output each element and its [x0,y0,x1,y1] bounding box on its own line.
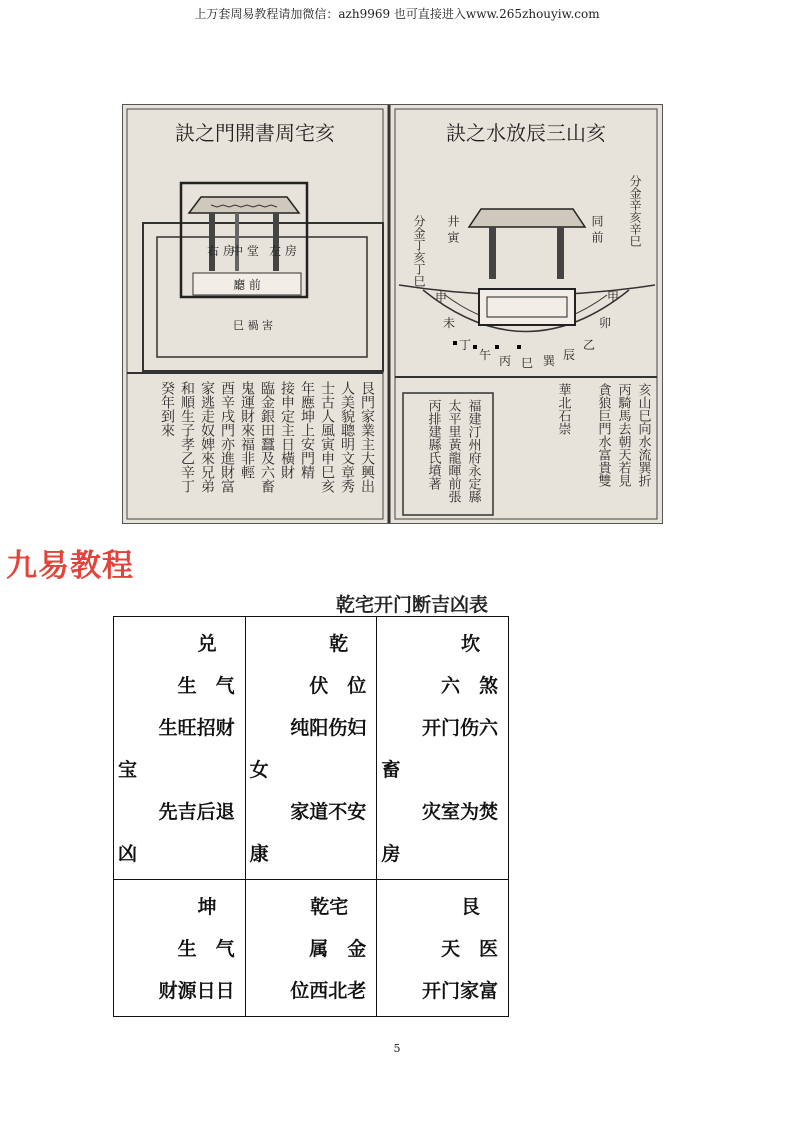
dial-label: 卯 [599,316,612,330]
text-column: 年應坤上安門精 [299,381,315,479]
text-column: 士古人風寅申巳亥 [319,381,335,493]
text-column: 丙排建縣氏墳著 [425,399,441,490]
dial-label: 巳 [521,356,534,370]
cell-kun [114,880,246,1017]
cell-line: 天 医 [440,938,498,960]
right-label-col3: 同 前 [590,215,604,243]
text-column: 和順生子孝乙辛丁 [179,381,195,493]
dial-label: 申 [435,290,448,304]
cell-line: 伏 位 [309,675,367,697]
dial-label: 辰 [563,348,576,362]
cell-line: 生旺招财 [158,717,235,739]
text-column: 太平里黃龍暉前張 [445,399,461,503]
cell-dui [114,617,246,880]
text-column: 福建汀州府永定縣 [465,399,481,503]
dial-label: 丙 [499,354,512,368]
brand-logo-text: 九易教程 [6,548,134,584]
text-column: 華北石崇 [555,383,571,435]
cell-line: 财源日日 [158,980,235,1002]
cell-head: 乾宅 [310,896,349,918]
text-column: 艮門家業主大興出 [359,381,375,493]
cell-line: 开门伤六 [421,717,498,739]
text-column: 接申定主日橫財 [279,381,295,479]
text-column: 酉辛戌門亦進財富 [219,381,235,493]
cell-line: 生 气 [177,675,235,697]
cell-qian [245,617,377,880]
label-bottom-note: 巳 禍 害 [233,319,273,332]
label-left-room: 右 房 [207,244,235,258]
text-column: 癸年到來 [159,381,175,437]
cell-line: 宝 [118,759,138,781]
cell-line: 属 金 [309,938,367,960]
text-column: 亥山巳向水流巽折 [635,383,651,487]
cell-line: 房 [381,843,401,865]
left-diagram-title: 訣之門開書周宅亥 [175,121,335,145]
table-title: 乾宅开门断吉凶表 [336,594,489,616]
page-header: 上万套周易教程请加微信：azh9969 也可直接进入www.265zhouyiw.com [194,7,600,21]
scanned-classical-diagram [122,104,663,524]
cell-qian-house [245,880,377,1017]
cell-line: 凶 [118,843,138,865]
right-diagram-title: 訣之水放辰三山亥 [446,121,606,145]
page-number: 5 [393,1042,401,1055]
cell-line: 康 [249,843,269,865]
cell-head: 兑 [197,633,217,655]
cell-line: 开门家富 [421,980,498,1002]
text-column: 貪狼巨門水富貴雙 [595,383,611,487]
cell-kan [377,617,509,880]
cell-head: 乾 [329,633,349,655]
table-row [114,617,509,880]
cell-gen [377,880,509,1017]
dial-label: 午 [479,348,492,362]
cell-line: 六 煞 [440,675,498,697]
cell-line: 生 气 [177,938,235,960]
scan-artwork [123,105,662,523]
cell-line: 女 [249,759,269,781]
right-label-col4: 分金辛亥辛巳 [628,175,642,247]
label-hall-front: 廳 前 [233,278,261,292]
right-label-col1: 分金丁亥丁巳 [412,215,426,287]
text-column: 家逃走奴婢來兄弟 [199,381,215,493]
cell-head: 坤 [197,896,217,918]
text-column: 臨金銀田蠶及六畜 [259,381,275,493]
cell-line: 家道不安 [290,801,367,823]
cell-head: 坎 [460,633,480,655]
text-column: 鬼運財來福非輕 [239,381,255,479]
cell-line: 先吉后退 [158,801,235,823]
dial-label: 甲 [607,290,620,304]
dial-label: 巽 [543,354,556,368]
text-column: 丙騎馬去朝天若見 [615,383,631,487]
cell-line: 位西北老 [290,980,367,1002]
cell-line: 畜 [381,759,401,781]
text-column: 人美貌聰明文章秀 [339,381,355,493]
dial-label: 丁 [459,338,472,352]
cell-line: 灾室为焚 [421,801,498,823]
dial-label: 未 [443,316,456,330]
label-center-hall: 中 堂 [231,244,259,258]
right-label-col2: 井 寅 [446,215,460,243]
dial-label: 乙 [583,338,596,352]
table-row [114,880,509,1017]
cell-line: 纯阳伤妇 [290,717,367,739]
cell-head: 艮 [460,896,480,918]
door-fortune-table [113,616,509,1017]
left-classical-text [159,380,375,494]
label-right-room: 左 房 [269,244,297,258]
